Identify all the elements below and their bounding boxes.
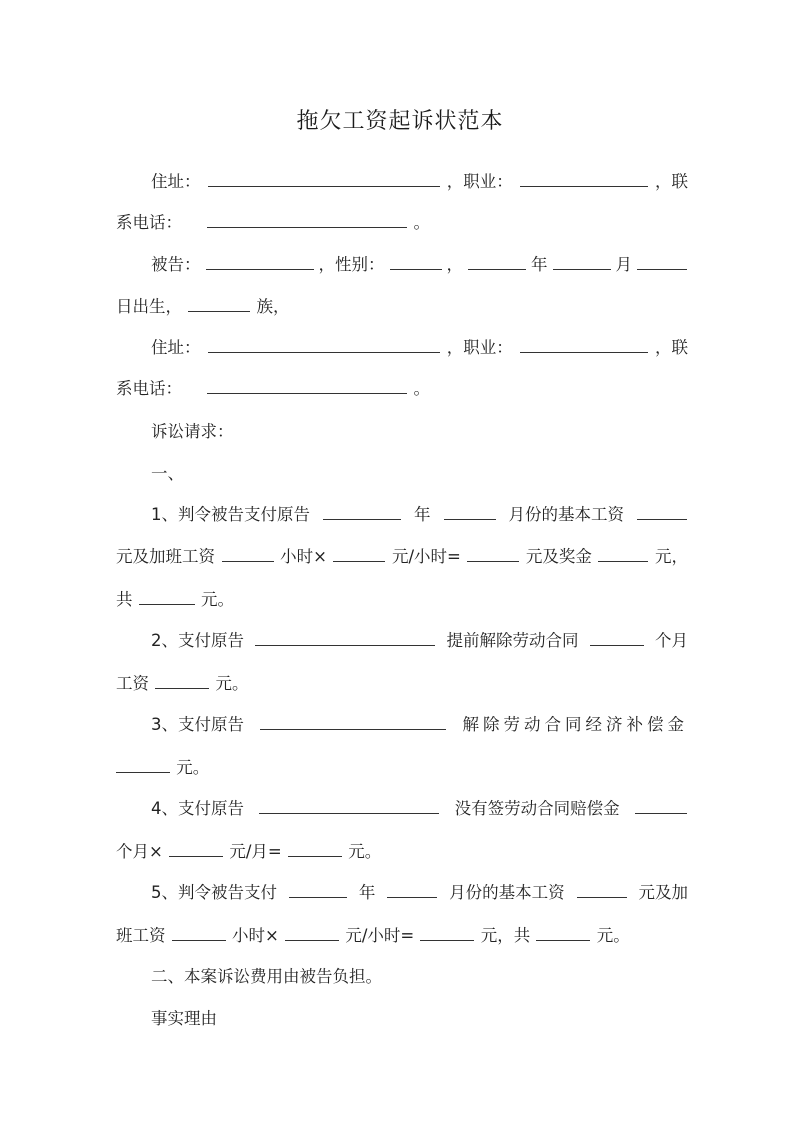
occupation-blank	[520, 336, 648, 353]
item5-total-blank	[536, 924, 590, 941]
claim-two: 二、本案诉讼费用由被告负担。	[151, 967, 382, 986]
address-blank	[208, 336, 440, 353]
plaintiff-address-line	[151, 170, 688, 194]
phone-blank	[207, 211, 407, 228]
item4-line2	[116, 840, 688, 864]
item4-line1	[151, 797, 688, 821]
item5-year-blank	[289, 881, 347, 898]
defendant-line	[151, 253, 688, 277]
item3-line2	[116, 756, 688, 780]
item5-text-c: 月份的基本工资	[449, 883, 565, 902]
item5-text-f: 小时×	[232, 926, 279, 945]
address-label: 住址：	[151, 338, 201, 357]
claim-one-heading: 一、	[151, 464, 184, 483]
occupation-label: ，职业：	[446, 338, 513, 357]
item1-line1	[151, 503, 688, 527]
item5-text-g: 元/小时=	[345, 926, 415, 945]
phone-blank	[207, 377, 407, 394]
item4-months-blank	[635, 797, 687, 814]
item5-overtime-blank	[420, 924, 474, 941]
phone-label: 系电话：	[116, 213, 182, 232]
ethnicity-blank	[188, 295, 250, 312]
item3-text-b: 解除劳动合同经济补偿金	[462, 715, 688, 734]
item5-text-i: 元。	[596, 926, 630, 945]
item5-text-a: 5、判令被告支付	[151, 883, 277, 902]
contact-label: ，联	[655, 172, 688, 191]
item5-text-h: 元，共	[480, 926, 531, 945]
item5-hours-blank	[172, 924, 226, 941]
item2-text-d: 工资	[116, 674, 149, 693]
ethnicity-text: 族，	[256, 297, 290, 316]
item4-text-b: 没有签劳动合同赔偿金	[454, 799, 620, 818]
item1-text-a: 1、判令被告支付原告	[151, 505, 310, 524]
item1-year-blank	[323, 503, 401, 520]
item1-text-i: 共	[116, 590, 133, 609]
item3-line1	[151, 713, 688, 737]
item2-text-b: 提前解除劳动合同	[446, 631, 579, 650]
item1-hours-blank	[222, 545, 274, 562]
year-text: 年	[531, 255, 548, 274]
item2-line1	[151, 629, 688, 653]
month-text: 月	[615, 255, 632, 274]
item5-month-blank	[387, 881, 437, 898]
item4-text-a: 4、支付原告	[151, 799, 244, 818]
birth-day-blank	[637, 253, 687, 270]
item2-text-c: 个月	[655, 631, 688, 650]
item2-plaintiff-blank	[255, 629, 435, 646]
item1-total-blank	[139, 588, 195, 605]
phone-label: 系电话：	[116, 379, 182, 398]
item3-amount-blank	[116, 756, 170, 773]
item4-text-e: 元。	[348, 842, 382, 861]
item1-bonus-blank	[598, 545, 648, 562]
birth-line	[116, 295, 688, 319]
defendant-label: 被告：	[151, 255, 201, 274]
item1-line3	[116, 588, 688, 612]
item1-overtime-blank	[467, 545, 519, 562]
day-birth-text: 日出生，	[116, 297, 182, 316]
item4-text-c: 个月×	[116, 842, 163, 861]
defendant-name-blank	[206, 253, 314, 270]
item2-amount-blank	[155, 672, 209, 689]
item3-text-c: 元。	[176, 758, 210, 777]
defendant-address-line	[151, 336, 688, 360]
occupation-blank	[520, 170, 648, 187]
item5-line1	[151, 881, 688, 905]
gender-blank	[390, 253, 442, 270]
item2-line2	[116, 672, 688, 696]
claims-heading: 诉讼请求：	[151, 422, 234, 441]
item1-text-b: 年	[414, 505, 431, 524]
item5-text-e: 班工资	[116, 926, 166, 945]
item5-text-d: 元及加	[638, 883, 688, 902]
item4-amount-blank	[288, 840, 342, 857]
item1-text-h: 元，	[654, 547, 688, 566]
address-blank	[208, 170, 440, 187]
item5-text-b: 年	[358, 883, 376, 902]
item1-month-blank	[444, 503, 496, 520]
item1-text-j: 元。	[201, 590, 234, 609]
defendant-phone-line	[116, 377, 688, 401]
item1-text-d: 元及加班工资	[116, 547, 215, 566]
birth-month-blank	[553, 253, 611, 270]
item5-rate-blank	[285, 924, 339, 941]
occupation-label: ，职业：	[446, 172, 513, 191]
item1-text-e: 小时×	[280, 547, 327, 566]
item4-text-d: 元/月=	[229, 842, 282, 861]
item1-text-g: 元及奖金	[525, 547, 592, 566]
comma-text: ，	[446, 255, 463, 274]
item5-salary-blank	[577, 881, 627, 898]
document-title: 拖欠工资起诉状范本	[296, 109, 504, 134]
item2-text-e: 元。	[215, 674, 249, 693]
item3-text-a: 3、支付原告	[151, 715, 244, 734]
phone-end: 。	[413, 379, 430, 398]
item1-text-f: 元/小时=	[391, 547, 461, 566]
birth-year-blank	[468, 253, 526, 270]
gender-label: ，性别：	[318, 255, 385, 274]
phone-end: 。	[413, 213, 430, 232]
plaintiff-phone-line	[116, 211, 688, 235]
item2-text-a: 2、支付原告	[151, 631, 244, 650]
address-label: 住址：	[151, 172, 201, 191]
item4-plaintiff-blank	[259, 797, 439, 814]
item1-line2	[116, 545, 688, 569]
item1-rate-blank	[333, 545, 385, 562]
item2-months-blank	[590, 629, 644, 646]
item1-text-c: 月份的基本工资	[508, 505, 624, 524]
contact-label: ，联	[655, 338, 688, 357]
item4-rate-blank	[169, 840, 223, 857]
item3-plaintiff-blank	[260, 713, 446, 730]
item5-line2	[116, 924, 688, 948]
item1-salary-blank	[637, 503, 687, 520]
facts-heading: 事实理由	[151, 1009, 217, 1028]
